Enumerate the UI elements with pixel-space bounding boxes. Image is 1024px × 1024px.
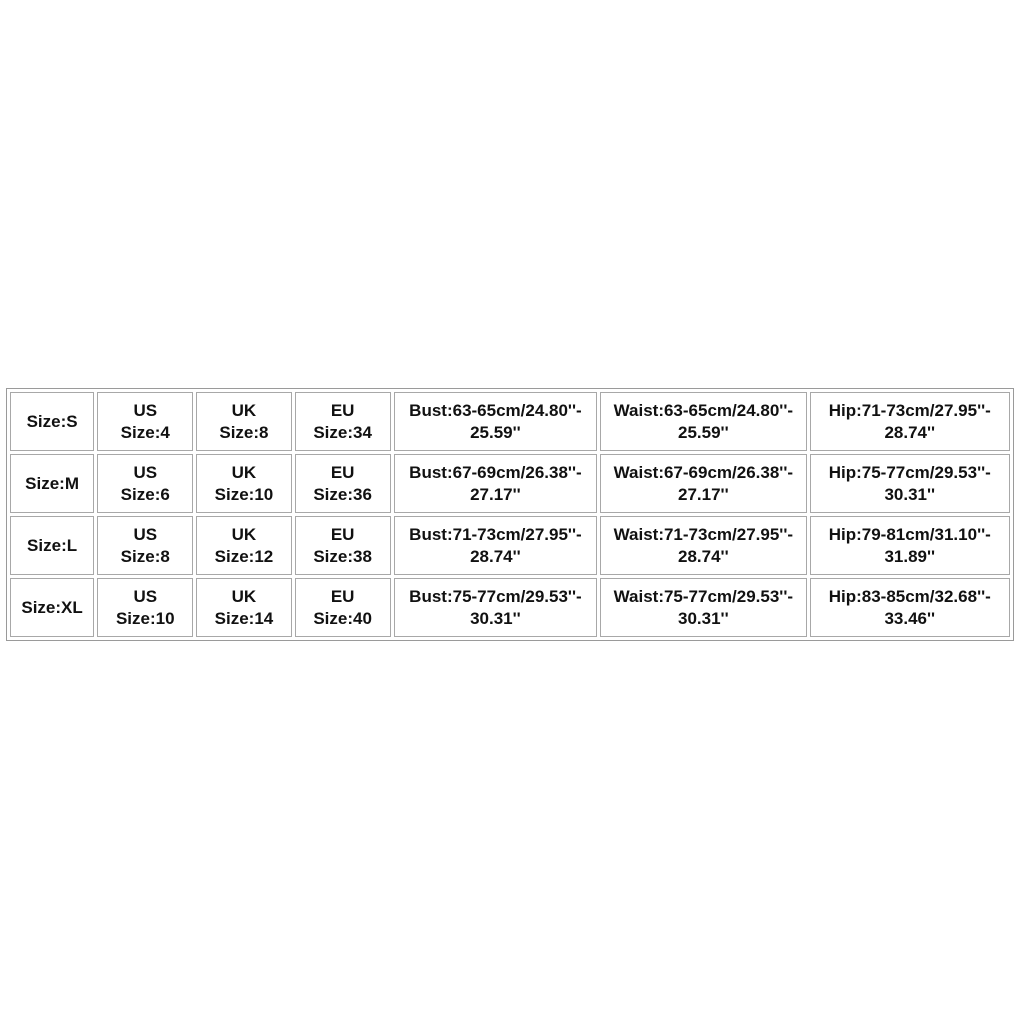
bust-cell: Bust:71-73cm/27.95''- 28.74'' bbox=[394, 516, 597, 575]
uk-size-cell: UK Size:12 bbox=[196, 516, 291, 575]
eu-size-cell: EU Size:36 bbox=[295, 454, 391, 513]
us-size-cell: US Size:10 bbox=[97, 578, 193, 637]
size-cell: Size:M bbox=[10, 454, 94, 513]
hip-cell: Hip:71-73cm/27.95''- 28.74'' bbox=[810, 392, 1010, 451]
size-cell: Size:XL bbox=[10, 578, 94, 637]
bust-cell: Bust:75-77cm/29.53''- 30.31'' bbox=[394, 578, 597, 637]
uk-size-cell: UK Size:10 bbox=[196, 454, 291, 513]
size-row-m bbox=[10, 454, 1010, 513]
uk-size-cell: UK Size:8 bbox=[196, 392, 291, 451]
waist-cell: Waist:63-65cm/24.80''- 25.59'' bbox=[600, 392, 806, 451]
bust-cell: Bust:67-69cm/26.38''- 27.17'' bbox=[394, 454, 597, 513]
size-cell: Size:L bbox=[10, 516, 94, 575]
bust-cell: Bust:63-65cm/24.80''- 25.59'' bbox=[394, 392, 597, 451]
waist-cell: Waist:71-73cm/27.95''- 28.74'' bbox=[600, 516, 806, 575]
size-row-l bbox=[10, 516, 1010, 575]
eu-size-cell: EU Size:34 bbox=[295, 392, 391, 451]
size-row-s bbox=[10, 392, 1010, 451]
size-cell: Size:S bbox=[10, 392, 94, 451]
eu-size-cell: EU Size:40 bbox=[295, 578, 391, 637]
us-size-cell: US Size:8 bbox=[97, 516, 193, 575]
size-row-xl bbox=[10, 578, 1010, 637]
waist-cell: Waist:75-77cm/29.53''- 30.31'' bbox=[600, 578, 806, 637]
hip-cell: Hip:79-81cm/31.10''- 31.89'' bbox=[810, 516, 1010, 575]
hip-cell: Hip:75-77cm/29.53''- 30.31'' bbox=[810, 454, 1010, 513]
hip-cell: Hip:83-85cm/32.68''- 33.46'' bbox=[810, 578, 1010, 637]
eu-size-cell: EU Size:38 bbox=[295, 516, 391, 575]
size-chart-table bbox=[6, 388, 1014, 641]
us-size-cell: US Size:4 bbox=[97, 392, 193, 451]
uk-size-cell: UK Size:14 bbox=[196, 578, 291, 637]
waist-cell: Waist:67-69cm/26.38''- 27.17'' bbox=[600, 454, 806, 513]
us-size-cell: US Size:6 bbox=[97, 454, 193, 513]
